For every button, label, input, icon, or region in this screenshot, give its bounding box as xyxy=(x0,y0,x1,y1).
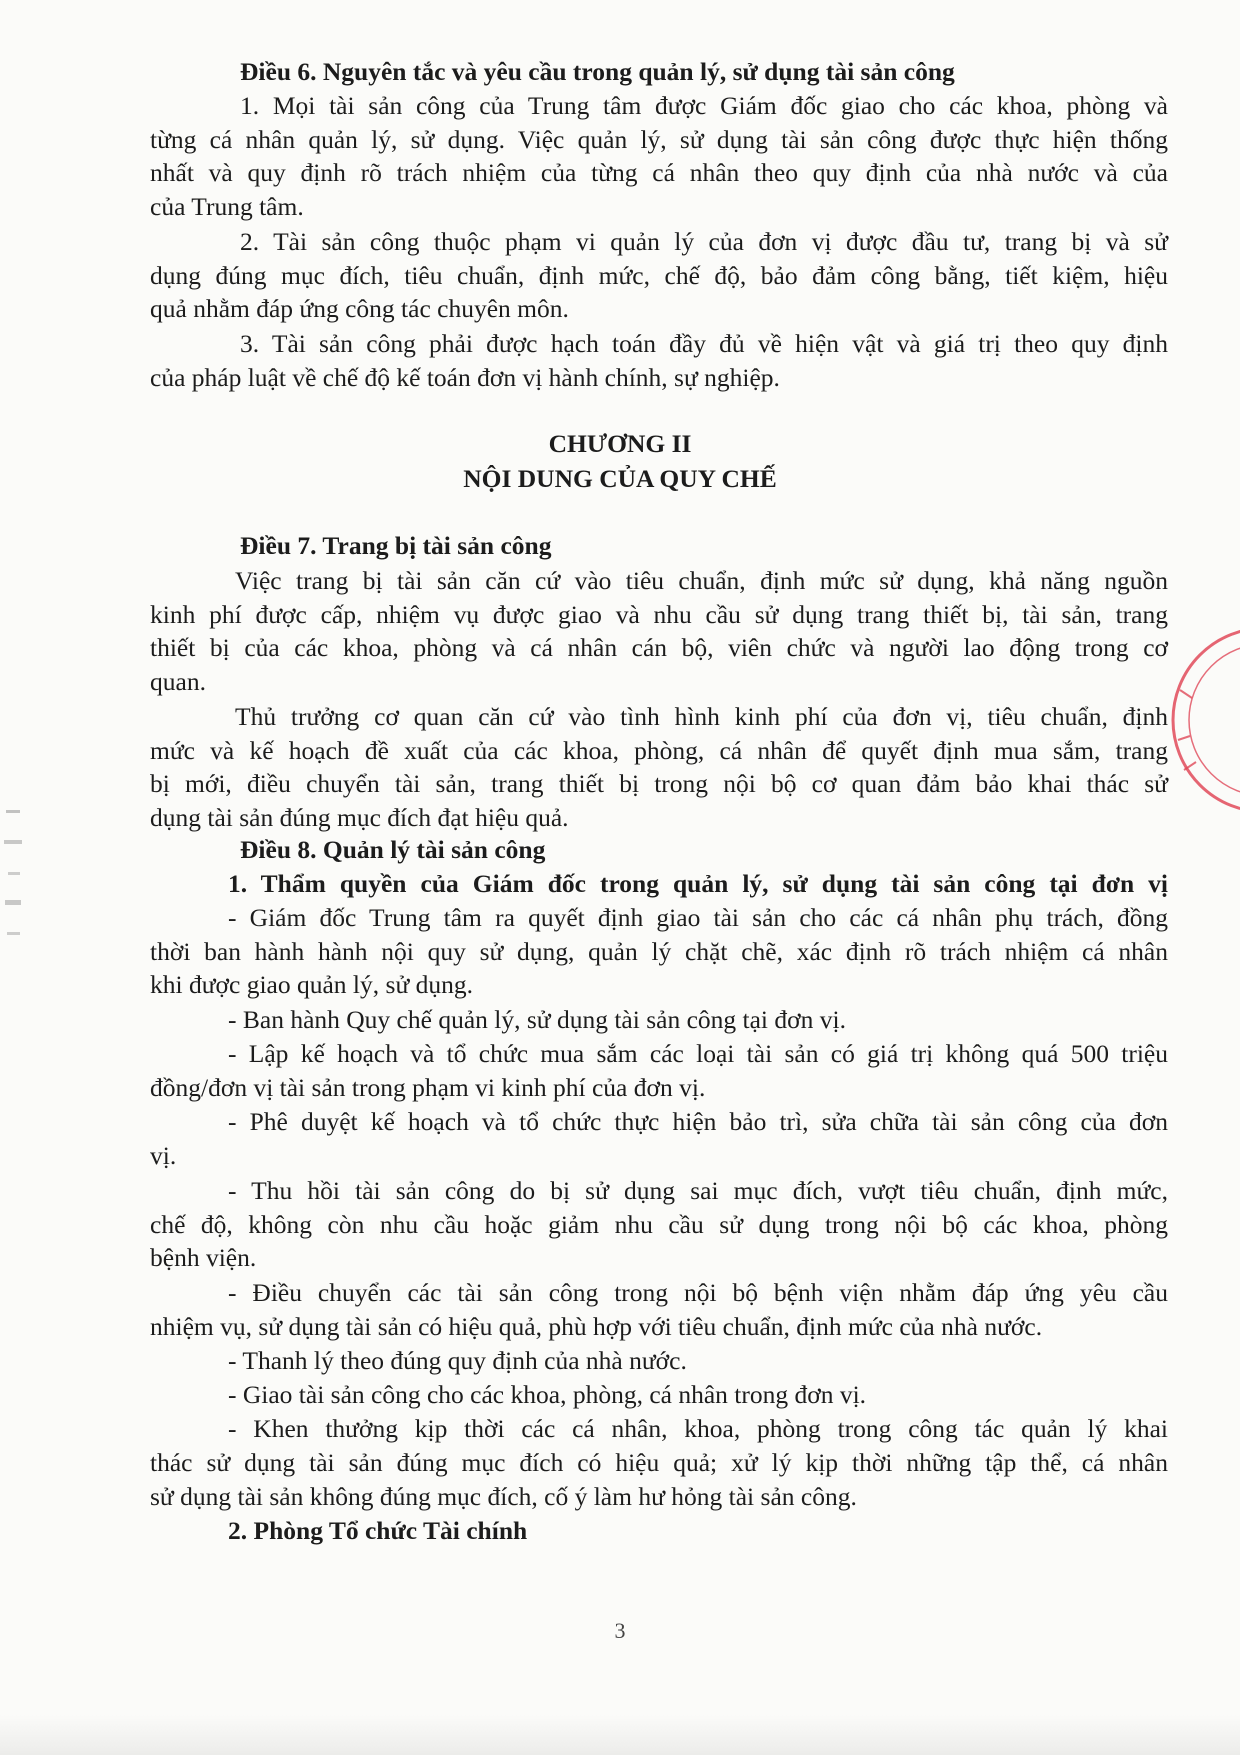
article-8-item-line: bệnh viện. xyxy=(150,1243,257,1272)
article-6-p1-line: nhất và quy định rõ trách nhiệm của từng cá nhân theo quy định của nhà nước và của xyxy=(150,158,1168,187)
chapter-title: NỘI DUNG CỦA QUY CHẾ xyxy=(463,464,777,493)
article-7-p1-line: quan. xyxy=(150,667,206,696)
article-6-p2-line: 2. Tài sản công thuộc phạm vi quản lý của đơn vị được đầu tư, trang bị và sử xyxy=(240,227,1168,256)
article-7-title: Điều 7. Trang bị tài sản công xyxy=(240,531,552,560)
article-7-p2-line: Thủ trưởng cơ quan căn cứ vào tình hình kinh phí của đơn vị, tiêu chuẩn, định xyxy=(235,702,1168,731)
article-8-item-line: chế độ, không còn nhu cầu hoặc giảm nhu cầu sử dụng trong nội bộ các khoa, phòng xyxy=(150,1210,1168,1239)
article-6-p2-line: quả nhằm đáp ứng công tác chuyên môn. xyxy=(150,294,569,323)
article-7-p2-line: bị mới, điều chuyển tài sản, trang thiết bị trong nội bộ cơ quan đảm bảo khai thác sử xyxy=(150,769,1168,798)
article-6-p1-line: 1. Mọi tài sản công của Trung tâm được Giám đốc giao cho các khoa, phòng và xyxy=(240,91,1168,120)
article-8-subsection-1: 1. Thẩm quyền của Giám đốc trong quản lý, sử dụng tài sản công tại đơn vị xyxy=(228,869,1168,898)
article-8-item-line: thác sử dụng tài sản đúng mục đích có hiệu quả; xử lý kịp thời những tập thể, cá nhân xyxy=(150,1448,1168,1477)
article-6-p3-line: của pháp luật về chế độ kế toán đơn vị hành chính, sự nghiệp. xyxy=(150,363,780,392)
article-8-item-line: - Khen thưởng kịp thời các cá nhân, khoa, phòng trong công tác quản lý khai xyxy=(228,1414,1168,1443)
article-7-p1-line: Việc trang bị tài sản căn cứ vào tiêu chuẩn, định mức sử dụng, khả năng nguồn xyxy=(235,566,1168,595)
article-8-item-line: - Giao tài sản công cho các khoa, phòng, cá nhân trong đơn vị. xyxy=(228,1380,867,1409)
article-6-title: Điều 6. Nguyên tắc và yêu cầu trong quản lý, sử dụng tài sản công xyxy=(240,57,955,86)
article-8-item-line: - Thanh lý theo đúng quy định của nhà nước. xyxy=(228,1346,687,1375)
article-8-item-line: thời ban hành hành nội quy sử dụng, quản lý chặt chẽ, xác định rõ trách nhiệm cá nhân xyxy=(150,937,1168,966)
page-number: 3 xyxy=(614,1618,626,1643)
article-8-title: Điều 8. Quản lý tài sản công xyxy=(240,835,546,864)
article-8-subsection-2: 2. Phòng Tổ chức Tài chính xyxy=(228,1516,528,1545)
article-8-item-line: đồng/đơn vị tài sản trong phạm vi kinh phí của đơn vị. xyxy=(150,1073,706,1102)
article-8-item-line: vị. xyxy=(150,1141,177,1170)
article-6-p2-line: dụng đúng mục đích, tiêu chuẩn, định mức, chế độ, bảo đảm công bằng, tiết kiệm, hiệu xyxy=(150,261,1168,290)
article-8-item-line: - Ban hành Quy chế quản lý, sử dụng tài sản công tại đơn vị. xyxy=(228,1005,846,1034)
article-8-item-line: khi được giao quản lý, sử dụng. xyxy=(150,970,474,999)
article-8-item-line: sử dụng tài sản không đúng mục đích, cố ý làm hư hỏng tài sản công. xyxy=(150,1482,857,1511)
article-7-p2-line: dụng tài sản đúng mục đích đạt hiệu quả. xyxy=(150,803,569,832)
scan-shadow xyxy=(0,1715,1240,1755)
article-8-item-line: - Điều chuyển các tài sản công trong nội bộ bệnh viện nhằm đáp ứng yêu cầu xyxy=(228,1278,1168,1307)
article-8-item-line: - Lập kế hoạch và tổ chức mua sắm các loại tài sản có giá trị không quá 500 triệu xyxy=(228,1039,1168,1068)
article-7-p1-line: kinh phí được cấp, nhiệm vụ được giao và nhu cầu sử dụng trang thiết bị, tài sản, trang xyxy=(150,600,1168,629)
article-8-item-line: - Giám đốc Trung tâm ra quyết định giao tài sản cho các cá nhân phụ trách, đồng xyxy=(228,903,1168,932)
red-stamp-fragment xyxy=(1170,620,1240,820)
article-8-item-line: - Phê duyệt kế hoạch và tổ chức thực hiện bảo trì, sửa chữa tài sản công của đơn xyxy=(228,1107,1168,1136)
article-6-p3-line: 3. Tài sản công phải được hạch toán đầy đủ về hiện vật và giá trị theo quy định xyxy=(240,329,1168,358)
article-7-p1-line: thiết bị của các khoa, phòng và cá nhân cán bộ, viên chức và người lao động trong cơ xyxy=(150,633,1168,662)
article-8-item-line: nhiệm vụ, sử dụng tài sản có hiệu quả, phù hợp với tiêu chuẩn, định mức của nhà nước. xyxy=(150,1312,1043,1341)
article-7-p2-line: mức và kế hoạch đề xuất của các khoa, phòng, cá nhân để quyết định mua sắm, trang xyxy=(150,736,1168,765)
scan-artifact xyxy=(0,800,30,960)
article-6-p1-line: từng cá nhân quản lý, sử dụng. Việc quản lý, sử dụng tài sản công được thực hiện thống xyxy=(150,125,1168,154)
article-8-item-line: - Thu hồi tài sản công do bị sử dụng sai mục đích, vượt tiêu chuẩn, định mức, xyxy=(228,1176,1168,1205)
chapter-number: CHƯƠNG II xyxy=(548,429,692,458)
article-6-p1-line: của Trung tâm. xyxy=(150,192,304,221)
